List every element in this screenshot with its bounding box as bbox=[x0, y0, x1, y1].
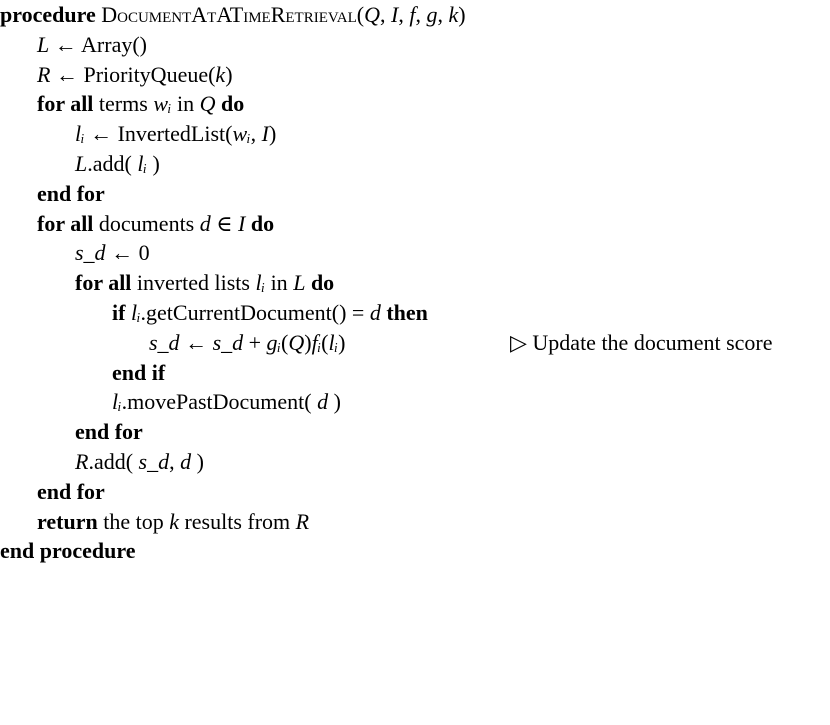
keyword: return bbox=[37, 508, 98, 534]
math-symbol: Q bbox=[288, 329, 305, 355]
algorithm-line bbox=[0, 30, 147, 60]
math-symbol: L bbox=[37, 31, 50, 57]
math-symbol: L bbox=[293, 270, 306, 296]
keyword: procedure bbox=[0, 2, 96, 27]
keyword: then bbox=[386, 300, 428, 325]
text-segment: ) bbox=[304, 329, 312, 355]
algorithm-line bbox=[0, 298, 428, 328]
keyword: end for bbox=[37, 478, 105, 504]
text-segment: ← Array() bbox=[49, 31, 147, 57]
keyword: do bbox=[250, 210, 275, 236]
math-symbol: s_d bbox=[149, 329, 180, 355]
math-symbol: I bbox=[391, 2, 399, 27]
algorithm-line bbox=[0, 358, 165, 388]
algorithm-line bbox=[0, 536, 135, 566]
math-symbol: R bbox=[75, 449, 89, 474]
math-symbol: wᵢ bbox=[232, 121, 251, 147]
text-segment: ) bbox=[328, 389, 341, 415]
text-segment: ← InvertedList( bbox=[84, 121, 233, 147]
math-symbol: fᵢ bbox=[311, 329, 322, 355]
math-symbol: lᵢ bbox=[255, 270, 266, 296]
algorithm-line bbox=[0, 387, 341, 417]
procedure-name: DocumentAtATimeRetrieval bbox=[101, 2, 357, 27]
math-symbol: Q bbox=[199, 91, 216, 117]
keyword: end procedure bbox=[0, 538, 136, 564]
text-segment: ( bbox=[321, 329, 329, 355]
algorithm-line bbox=[0, 0, 466, 30]
algorithm-line bbox=[0, 149, 160, 179]
math-symbol: d bbox=[317, 389, 329, 415]
math-symbol: wᵢ bbox=[153, 91, 172, 117]
math-symbol: lᵢ bbox=[328, 329, 339, 355]
text-segment: + bbox=[243, 329, 267, 355]
text-segment: documents bbox=[93, 210, 200, 236]
text-segment: ) bbox=[338, 329, 346, 355]
math-symbol: Q bbox=[364, 2, 380, 27]
math-symbol: g bbox=[426, 2, 438, 27]
keyword: do bbox=[310, 270, 335, 296]
text-segment: terms bbox=[93, 91, 154, 117]
text-segment: inverted lists bbox=[131, 270, 256, 296]
math-symbol: lᵢ bbox=[137, 151, 147, 176]
math-symbol: lᵢ bbox=[112, 389, 122, 415]
text-segment: , bbox=[437, 2, 449, 27]
math-symbol: I bbox=[261, 121, 269, 147]
text-segment: , bbox=[169, 449, 181, 474]
algorithm-line bbox=[0, 447, 204, 477]
algorithm-line bbox=[0, 328, 773, 358]
text-segment: ) bbox=[191, 449, 204, 474]
text-segment: ← PriorityQueue( bbox=[50, 61, 216, 87]
algorithm-line bbox=[0, 60, 233, 90]
math-symbol: s_d bbox=[212, 329, 244, 355]
math-symbol: I bbox=[238, 210, 246, 236]
math-symbol: L bbox=[75, 151, 88, 176]
math-symbol: s_d bbox=[75, 240, 106, 266]
text-segment: .movePastDocument( bbox=[121, 389, 318, 415]
math-symbol: f bbox=[409, 2, 416, 27]
algorithm-line bbox=[0, 268, 334, 298]
algorithm-line bbox=[0, 238, 150, 268]
text-segment: the top bbox=[97, 508, 170, 534]
algorithm-line bbox=[0, 119, 276, 149]
text-segment: results from bbox=[178, 508, 296, 534]
algorithm-line bbox=[0, 179, 105, 209]
keyword: for all bbox=[37, 91, 94, 117]
math-symbol: d bbox=[180, 449, 192, 474]
math-symbol: k bbox=[215, 61, 226, 87]
algorithm-line bbox=[0, 89, 244, 119]
text-segment: ) bbox=[458, 2, 466, 27]
text-segment: .add( bbox=[88, 449, 139, 474]
math-symbol: s_d bbox=[138, 449, 170, 474]
math-symbol: gᵢ bbox=[266, 329, 282, 355]
math-symbol: d bbox=[369, 300, 381, 325]
text-segment: ) bbox=[225, 61, 233, 87]
algorithm-line bbox=[0, 209, 274, 239]
text-segment: , bbox=[415, 2, 427, 27]
keyword: end if bbox=[112, 359, 166, 385]
math-symbol: lᵢ bbox=[75, 121, 85, 147]
text-segment: , bbox=[250, 121, 262, 147]
text-segment: ( bbox=[356, 2, 365, 27]
math-symbol: R bbox=[295, 508, 310, 534]
text-segment: ( bbox=[281, 329, 289, 355]
math-symbol: d bbox=[199, 210, 211, 236]
math-symbol: k bbox=[169, 508, 179, 534]
math-symbol: k bbox=[448, 2, 459, 27]
algorithm-line bbox=[0, 477, 105, 507]
text-segment: .add( bbox=[87, 151, 138, 176]
text-segment: .getCurrentDocument() = bbox=[140, 300, 370, 325]
keyword: end for bbox=[37, 180, 105, 206]
line-comment: ▷ Update the document score bbox=[510, 329, 773, 355]
keyword: for all bbox=[75, 270, 132, 296]
keyword: if bbox=[112, 300, 126, 325]
math-symbol: lᵢ bbox=[130, 300, 141, 325]
keyword: end for bbox=[75, 419, 143, 445]
text-segment: , bbox=[380, 2, 391, 27]
keyword: do bbox=[220, 91, 245, 117]
algorithm-line bbox=[0, 417, 143, 447]
text-segment: , bbox=[398, 2, 410, 27]
text-segment: in bbox=[171, 91, 200, 117]
text-segment: ∈ bbox=[210, 210, 239, 236]
text-segment: ) bbox=[268, 121, 277, 147]
text-segment: in bbox=[265, 270, 294, 296]
math-symbol: R bbox=[37, 61, 51, 87]
text-segment: ) bbox=[146, 151, 160, 176]
text-segment: ← 0 bbox=[105, 240, 150, 266]
keyword: for all bbox=[37, 210, 94, 236]
algorithm-line bbox=[0, 507, 309, 537]
text-segment: ← bbox=[179, 329, 213, 355]
